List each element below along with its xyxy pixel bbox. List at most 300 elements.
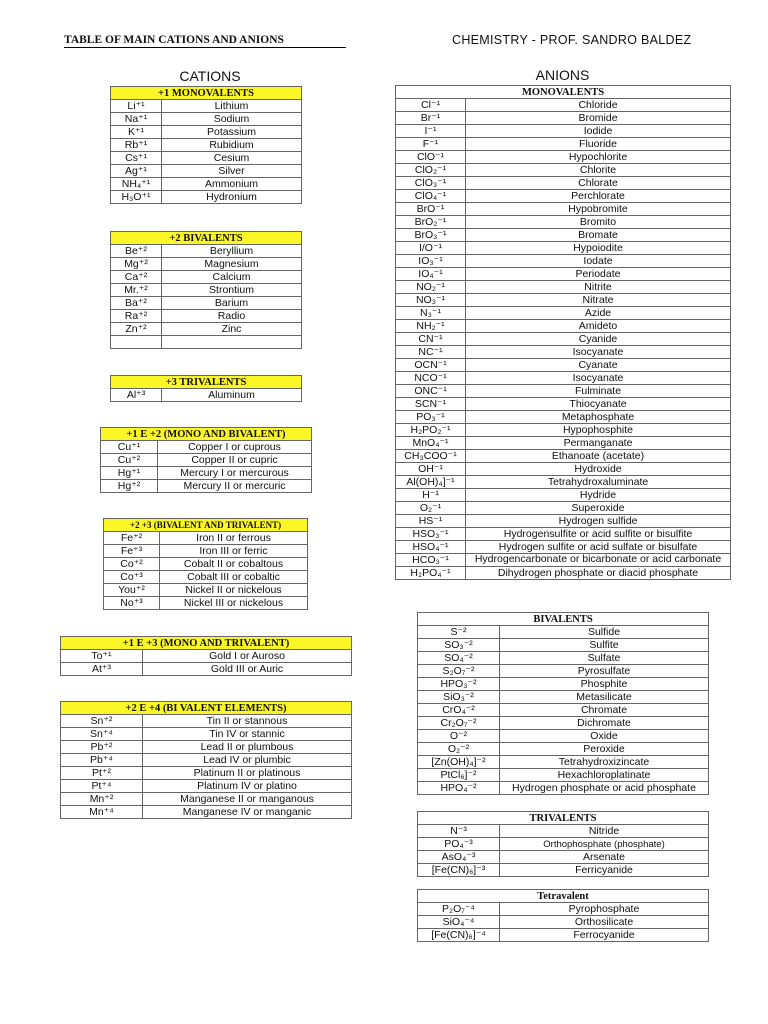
ion-symbol: Ca⁺²: [111, 271, 162, 284]
ion-symbol: [111, 336, 162, 349]
ion-symbol: Na⁺¹: [111, 113, 162, 126]
table-header-row: [61, 702, 352, 715]
ion-symbol: H₃O⁺¹: [111, 191, 162, 204]
ion-name: Metaphosphate: [466, 411, 731, 424]
ion-name: Cyanate: [466, 359, 731, 372]
ion-name: Isocyanate: [466, 346, 731, 359]
ion-name: Silver: [162, 165, 302, 178]
table-row: [396, 333, 731, 346]
table-row: [396, 567, 731, 580]
ion-name: Nickel II or nickelous: [160, 584, 308, 597]
ion-symbol: NO₃⁻¹: [396, 294, 466, 307]
table-row: [396, 398, 731, 411]
ion-symbol: O₂⁻²: [418, 743, 500, 756]
table-row: [418, 916, 709, 929]
ion-name: Hypophosphite: [466, 424, 731, 437]
table-row: [418, 691, 709, 704]
ion-symbol: BrO₃⁻¹: [396, 229, 466, 242]
table-row: [111, 139, 302, 152]
table-header-row: [111, 376, 302, 389]
ion-symbol: NC⁻¹: [396, 346, 466, 359]
ion-name: Strontium: [162, 284, 302, 297]
ion-name: Iron III or ferric: [160, 545, 308, 558]
table-row: [418, 704, 709, 717]
table-row: [111, 258, 302, 271]
ion-name: Hypobromite: [466, 203, 731, 216]
table-row: [396, 177, 731, 190]
table-header-row: [61, 637, 352, 650]
table-row: [396, 541, 731, 554]
table-row: [396, 99, 731, 112]
table-row: [61, 741, 352, 754]
ion-name: Superoxide: [466, 502, 731, 515]
table-row: [396, 229, 731, 242]
ion-name: Cobalt III or cobaltic: [160, 571, 308, 584]
course-header: CHEMISTRY - PROF. SANDRO BALDEZ: [452, 33, 692, 47]
ion-symbol: SiO₃⁻²: [418, 691, 500, 704]
table-row: [61, 793, 352, 806]
table-title: +1 E +3 (MONO AND TRIVALENT): [61, 637, 352, 650]
ion-name: Fulminate: [466, 385, 731, 398]
ion-symbol: N₃⁻¹: [396, 307, 466, 320]
table-row: [396, 463, 731, 476]
ion-name: Thiocyanate: [466, 398, 731, 411]
ion-symbol: Zn⁺²: [111, 323, 162, 336]
ion-name: Perchlorate: [466, 190, 731, 203]
ion-symbol: No⁺³: [104, 597, 160, 610]
table-header-row: [418, 613, 709, 626]
ion-name: Iodate: [466, 255, 731, 268]
table-row: [61, 754, 352, 767]
ion-symbol: BrO₂⁻¹: [396, 216, 466, 229]
ion-name: Ammonium: [162, 178, 302, 191]
ion-symbol: CH₃COO⁻¹: [396, 450, 466, 463]
ion-name: Bromito: [466, 216, 731, 229]
table-row: [418, 929, 709, 942]
table-header-row: [396, 86, 731, 99]
ion-symbol: NH₄⁺¹: [111, 178, 162, 191]
ion-symbol: Hg⁺¹: [101, 467, 158, 480]
table-row: [396, 450, 731, 463]
table-row: [396, 359, 731, 372]
ion-name: Manganese II or manganous: [143, 793, 352, 806]
table-row: [396, 528, 731, 541]
ion-name: Amideto: [466, 320, 731, 333]
ion-name: Pyrophosphate: [500, 903, 709, 916]
ion-symbol: Cl⁻¹: [396, 99, 466, 112]
table-row: [111, 336, 302, 349]
ion-name: Azide: [466, 307, 731, 320]
ion-symbol: [Fe(CN)₆]⁻⁴: [418, 929, 500, 942]
ion-symbol: Be⁺²: [111, 245, 162, 258]
ion-name: Aluminum: [162, 389, 302, 402]
ion-name: Lead IV or plumbic: [143, 754, 352, 767]
table-row: [396, 125, 731, 138]
ion-symbol: H₂PO₂⁻¹: [396, 424, 466, 437]
ion-symbol: H₂PO₄⁻¹: [396, 567, 466, 580]
ion-symbol: O⁻²: [418, 730, 500, 743]
ion-symbol: Br⁻¹: [396, 112, 466, 125]
ion-symbol: Pb⁺²: [61, 741, 143, 754]
table-row: [396, 294, 731, 307]
ion-symbol: PtCl₆]⁻²: [418, 769, 500, 782]
cations-monovalent-table: [110, 86, 302, 204]
ion-name: Cyanide: [466, 333, 731, 346]
table-row: [61, 715, 352, 728]
cations-mono-bivalent-table: [100, 427, 312, 493]
ion-symbol: SCN⁻¹: [396, 398, 466, 411]
ion-symbol: Mn⁺²: [61, 793, 143, 806]
ion-name: Radio: [162, 310, 302, 323]
cations-mono-trivalent-table: [60, 636, 352, 676]
table-title: +1 E +2 (MONO AND BIVALENT): [101, 428, 312, 441]
table-title: +3 TRIVALENTS: [111, 376, 302, 389]
cations-title: CATIONS: [179, 68, 241, 84]
table-title: +1 MONOVALENTS: [111, 87, 302, 100]
ion-name: Tin II or stannous: [143, 715, 352, 728]
ion-name: Cesium: [162, 152, 302, 165]
ion-name: Lithium: [162, 100, 302, 113]
ion-name: Orthophosphate (phosphate): [500, 838, 709, 851]
table-row: [111, 245, 302, 258]
ion-symbol: O₂⁻¹: [396, 502, 466, 515]
table-row: [396, 346, 731, 359]
ion-name: Gold I or Auroso: [143, 650, 352, 663]
ion-symbol: NO₂⁻¹: [396, 281, 466, 294]
table-row: [111, 271, 302, 284]
anions-bivalent-table: [417, 612, 709, 795]
table-row: [418, 903, 709, 916]
ion-symbol: HCO₃⁻¹: [396, 554, 466, 567]
table-row: [111, 152, 302, 165]
ion-symbol: Al(OH)₄]⁻¹: [396, 476, 466, 489]
table-row: [396, 203, 731, 216]
ion-name: Fluoride: [466, 138, 731, 151]
ion-symbol: Rb⁺¹: [111, 139, 162, 152]
ion-symbol: OH⁻¹: [396, 463, 466, 476]
table-row: [111, 297, 302, 310]
ion-symbol: S₂O₇⁻²: [418, 665, 500, 678]
ion-name: Tetrahydroxaluminate: [466, 476, 731, 489]
ion-symbol: BrO⁻¹: [396, 203, 466, 216]
ion-name: Arsenate: [500, 851, 709, 864]
ion-symbol: CrO₄⁻²: [418, 704, 500, 717]
table-row: [61, 663, 352, 676]
table-title: BIVALENTS: [418, 613, 709, 626]
ion-name: Chlorate: [466, 177, 731, 190]
ion-name: Magnesium: [162, 258, 302, 271]
table-row: [111, 191, 302, 204]
ion-symbol: CN⁻¹: [396, 333, 466, 346]
ion-symbol: HPO₃⁻²: [418, 678, 500, 691]
table-row: [396, 437, 731, 450]
table-header-row: [111, 87, 302, 100]
ion-name: Mercury II or mercuric: [158, 480, 312, 493]
ion-name: Hydrogensulfite or acid sulfite or bisulfite: [466, 528, 731, 541]
ion-name: Hydrogencarbonate or bicarbonate or acid carbonate: [466, 554, 731, 567]
ion-symbol: You⁺²: [104, 584, 160, 597]
ion-symbol: IO₃⁻¹: [396, 255, 466, 268]
ion-symbol: F⁻¹: [396, 138, 466, 151]
ion-name: Ethanoate (acetate): [466, 450, 731, 463]
cations-bivalent-table: [110, 231, 302, 349]
ion-name: Pyrosulfate: [500, 665, 709, 678]
ion-symbol: Mg⁺²: [111, 258, 162, 271]
ion-name: Iron II or ferrous: [160, 532, 308, 545]
table-row: [104, 545, 308, 558]
document-title: TABLE OF MAIN CATIONS AND ANIONS: [64, 34, 346, 48]
ion-symbol: Mr.⁺²: [111, 284, 162, 297]
ion-name: Sulfide: [500, 626, 709, 639]
cations-trivalent-table: [110, 375, 302, 402]
table-row: [396, 320, 731, 333]
table-row: [418, 717, 709, 730]
table-row: [101, 467, 312, 480]
ion-name: Platinum II or platinous: [143, 767, 352, 780]
ion-symbol: I/O⁻¹: [396, 242, 466, 255]
ion-symbol: Fe⁺³: [104, 545, 160, 558]
table-row: [61, 780, 352, 793]
ion-name: Calcium: [162, 271, 302, 284]
ion-name: Gold III or Auric: [143, 663, 352, 676]
ion-name: Dihydrogen phosphate or diacid phosphate: [466, 567, 731, 580]
anions-monovalent-table: [395, 85, 731, 580]
table-row: [61, 728, 352, 741]
ion-symbol: Cu⁺²: [101, 454, 158, 467]
ion-symbol: IO₄⁻¹: [396, 268, 466, 281]
table-row: [396, 476, 731, 489]
table-row: [396, 242, 731, 255]
table-header-row: [101, 428, 312, 441]
cations-bi-tetravalent-table: [60, 701, 352, 819]
ion-name: Cobalt II or cobaltous: [160, 558, 308, 571]
ion-name: Copper II or cupric: [158, 454, 312, 467]
table-row: [418, 678, 709, 691]
ion-symbol: AsO₄⁻³: [418, 851, 500, 864]
table-title: +2 BIVALENTS: [111, 232, 302, 245]
ion-name: Potassium: [162, 126, 302, 139]
ion-symbol: Pt⁺²: [61, 767, 143, 780]
ion-name: Chromate: [500, 704, 709, 717]
ion-symbol: Cs⁺¹: [111, 152, 162, 165]
ion-symbol: Co⁺²: [104, 558, 160, 571]
table-row: [396, 112, 731, 125]
ion-name: Metasilicate: [500, 691, 709, 704]
table-row: [418, 665, 709, 678]
ion-name: Sodium: [162, 113, 302, 126]
cations-bi-trivalent-table: [103, 518, 308, 610]
ion-symbol: ClO₂⁻¹: [396, 164, 466, 177]
ion-name: Permanganate: [466, 437, 731, 450]
ion-symbol: [Zn(OH)₄]⁻²: [418, 756, 500, 769]
ion-name: Barium: [162, 297, 302, 310]
table-title: Tetravalent: [418, 890, 709, 903]
ion-symbol: Hg⁺²: [101, 480, 158, 493]
ion-name: Ferricyanide: [500, 864, 709, 877]
table-row: [111, 126, 302, 139]
table-row: [111, 284, 302, 297]
table-row: [61, 806, 352, 819]
ion-name: Hydride: [466, 489, 731, 502]
ion-symbol: Cr₂O₇⁻²: [418, 717, 500, 730]
table-row: [396, 268, 731, 281]
table-title: +2 +3 (BIVALENT AND TRIVALENT): [104, 519, 308, 532]
anions-tetravalent-table: [417, 889, 709, 942]
table-row: [111, 310, 302, 323]
ion-symbol: MnO₄⁻¹: [396, 437, 466, 450]
ion-name: Hydrogen sulfide: [466, 515, 731, 528]
ion-name: Manganese IV or manganic: [143, 806, 352, 819]
ion-symbol: Pt⁺⁴: [61, 780, 143, 793]
ion-name: Rubidium: [162, 139, 302, 152]
ion-symbol: At⁺³: [61, 663, 143, 676]
ion-symbol: Ba⁺²: [111, 297, 162, 310]
table-row: [396, 554, 731, 567]
ion-name: Orthosilicate: [500, 916, 709, 929]
table-row: [396, 489, 731, 502]
table-row: [396, 385, 731, 398]
ion-name: Hypoiodite: [466, 242, 731, 255]
ion-name: Bromate: [466, 229, 731, 242]
table-title: +2 E +4 (BI VALENT ELEMENTS): [61, 702, 352, 715]
ion-symbol: PO₄⁻³: [418, 838, 500, 851]
ion-symbol: I⁻¹: [396, 125, 466, 138]
ion-symbol: Al⁺³: [111, 389, 162, 402]
table-row: [418, 825, 709, 838]
ion-name: Hydroxide: [466, 463, 731, 476]
ion-symbol: S⁻²: [418, 626, 500, 639]
ion-symbol: Cu⁺¹: [101, 441, 158, 454]
table-row: [104, 584, 308, 597]
table-row: [396, 424, 731, 437]
table-row: [396, 281, 731, 294]
table-row: [111, 389, 302, 402]
ion-name: Lead II or plumbous: [143, 741, 352, 754]
ion-symbol: Ag⁺¹: [111, 165, 162, 178]
table-title: MONOVALENTS: [396, 86, 731, 99]
ion-name: Hydrogen phosphate or acid phosphate: [500, 782, 709, 795]
table-header-row: [418, 890, 709, 903]
ion-symbol: ClO⁻¹: [396, 151, 466, 164]
ion-name: Hypochlorite: [466, 151, 731, 164]
table-row: [418, 626, 709, 639]
ion-name: Nickel III or nickelous: [160, 597, 308, 610]
ion-symbol: Co⁺³: [104, 571, 160, 584]
table-row: [396, 138, 731, 151]
ion-name: Peroxide: [500, 743, 709, 756]
table-row: [418, 769, 709, 782]
ion-symbol: Sn⁺²: [61, 715, 143, 728]
ion-name: Iodide: [466, 125, 731, 138]
table-row: [418, 756, 709, 769]
ion-symbol: Fe⁺²: [104, 532, 160, 545]
ion-name: Sulfite: [500, 639, 709, 652]
ion-name: Sulfate: [500, 652, 709, 665]
ion-name: Nitride: [500, 825, 709, 838]
ion-symbol: Pb⁺⁴: [61, 754, 143, 767]
ion-symbol: HSO₃⁻¹: [396, 528, 466, 541]
ion-name: Ferrocyanide: [500, 929, 709, 942]
ion-symbol: SO₄⁻²: [418, 652, 500, 665]
table-row: [104, 532, 308, 545]
table-title: TRIVALENTS: [418, 812, 709, 825]
ion-symbol: ClO₃⁻¹: [396, 177, 466, 190]
table-row: [111, 165, 302, 178]
ion-name: Zinc: [162, 323, 302, 336]
ion-name: Chlorite: [466, 164, 731, 177]
ion-symbol: HS⁻¹: [396, 515, 466, 528]
ion-symbol: SiO₄⁻⁴: [418, 916, 500, 929]
ion-name: [162, 336, 302, 349]
ion-symbol: H⁻¹: [396, 489, 466, 502]
ion-symbol: HPO₄⁻²: [418, 782, 500, 795]
ion-symbol: PO₃⁻¹: [396, 411, 466, 424]
table-row: [111, 113, 302, 126]
table-row: [104, 597, 308, 610]
ion-symbol: Ra⁺²: [111, 310, 162, 323]
ion-name: Hydronium: [162, 191, 302, 204]
table-header-row: [111, 232, 302, 245]
ion-name: Periodate: [466, 268, 731, 281]
ion-symbol: K⁺¹: [111, 126, 162, 139]
table-row: [396, 190, 731, 203]
ion-name: Hydrogen sulfite or acid sulfate or bisulfate: [466, 541, 731, 554]
table-row: [61, 767, 352, 780]
ion-symbol: P₂O₇⁻⁴: [418, 903, 500, 916]
ion-symbol: N⁻³: [418, 825, 500, 838]
table-row: [418, 652, 709, 665]
table-row: [111, 178, 302, 191]
ion-name: Tetrahydroxizincate: [500, 756, 709, 769]
ion-name: Copper I or cuprous: [158, 441, 312, 454]
ion-symbol: Li⁺¹: [111, 100, 162, 113]
table-row: [104, 558, 308, 571]
ion-symbol: HSO₄⁻¹: [396, 541, 466, 554]
ion-name: Chloride: [466, 99, 731, 112]
ion-symbol: ClO₄⁻¹: [396, 190, 466, 203]
table-row: [418, 730, 709, 743]
table-row: [111, 100, 302, 113]
table-row: [418, 838, 709, 851]
ion-name: Bromide: [466, 112, 731, 125]
table-row: [396, 164, 731, 177]
ion-symbol: NCO⁻¹: [396, 372, 466, 385]
table-row: [418, 639, 709, 652]
table-row: [101, 480, 312, 493]
table-row: [101, 441, 312, 454]
ion-name: Tin IV or stannic: [143, 728, 352, 741]
table-row: [101, 454, 312, 467]
anions-title: ANIONS: [535, 67, 590, 83]
table-header-row: [104, 519, 308, 532]
ion-name: Dichromate: [500, 717, 709, 730]
table-row: [396, 502, 731, 515]
ion-name: Oxide: [500, 730, 709, 743]
table-row: [418, 851, 709, 864]
table-row: [396, 372, 731, 385]
anions-trivalent-table: [417, 811, 709, 877]
table-row: [396, 151, 731, 164]
ion-name: Phosphite: [500, 678, 709, 691]
ion-symbol: [Fe(CN)₆]⁻³: [418, 864, 500, 877]
ion-symbol: Sn⁺⁴: [61, 728, 143, 741]
table-row: [396, 216, 731, 229]
ion-name: Nitrite: [466, 281, 731, 294]
ion-symbol: Mn⁺⁴: [61, 806, 143, 819]
table-row: [418, 743, 709, 756]
ion-name: Hexachloroplatinate: [500, 769, 709, 782]
ion-name: Isocyanate: [466, 372, 731, 385]
